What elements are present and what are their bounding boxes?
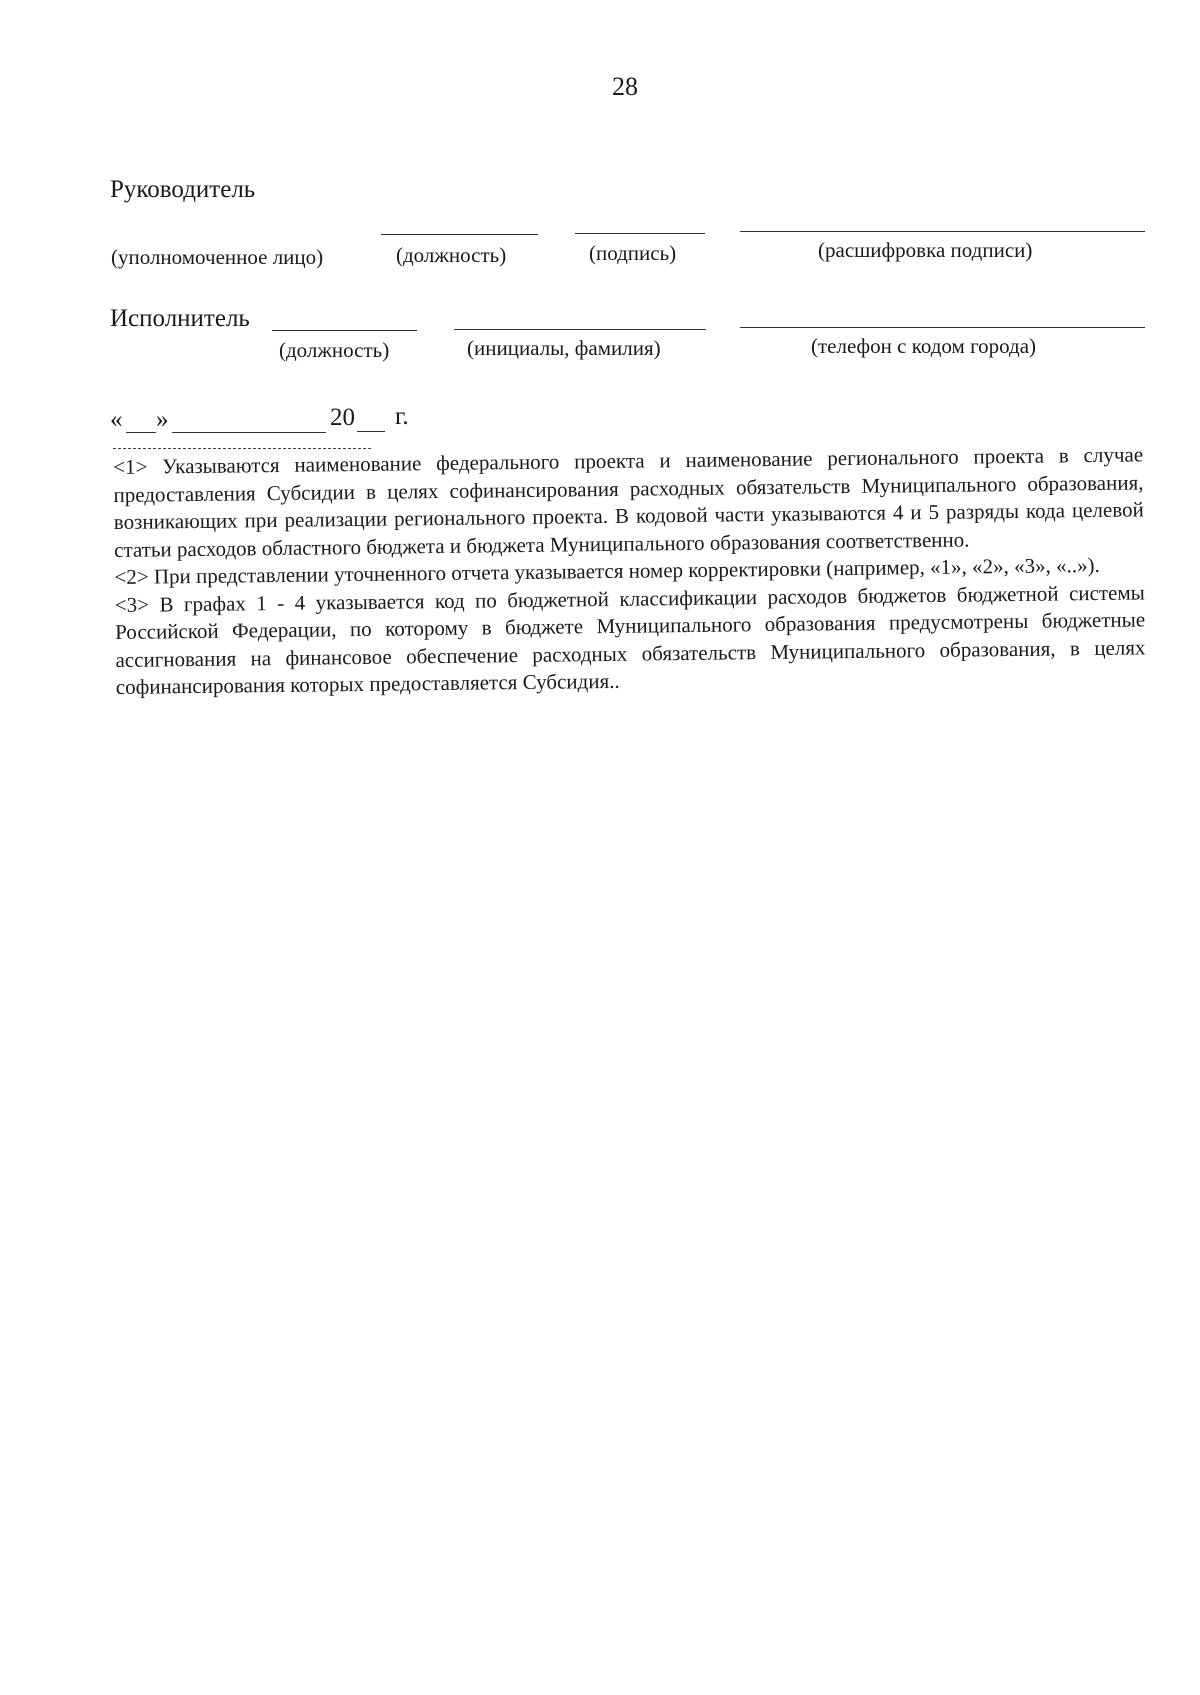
date-month-line	[172, 432, 326, 433]
executor-position-line	[272, 330, 417, 331]
footnote-3: <3> В графах 1 - 4 указывается код по бюджетной классификации расходов бюджетов бюджетной системы Российской Федерации, по которому в бюджете Муниципального образования предусмотрены бюджетные ассигнования на финансовое обеспечение расходных обязательств Муниципального образования, в целях софинансирования которых предоставляется Субсидия..	[114, 579, 1146, 699]
date-day-line	[126, 432, 156, 433]
footnote-separator	[113, 448, 371, 449]
date-quote-open: «	[110, 406, 123, 433]
signature-caption: (подпись)	[589, 241, 677, 265]
footnote-2: <2> При представлении уточненного отчета указывается номер корректировки (например, «1», «2», «3», «..»).	[114, 552, 1100, 589]
authorized-person-caption: (уполномоченное лицо)	[111, 245, 324, 269]
position-caption: (должность)	[396, 243, 507, 267]
head-label: Руководитель	[110, 176, 256, 203]
date-year-suffix: г.	[395, 403, 409, 430]
page-number: 28	[612, 72, 638, 101]
footnotes	[113, 441, 1146, 701]
position-line	[381, 234, 538, 235]
signature-decoding-line	[740, 231, 1145, 232]
initials-surname-caption: (инициалы, фамилия)	[467, 336, 661, 360]
executor-label: Исполнитель	[110, 305, 250, 332]
executor-position-caption: (должность)	[279, 338, 390, 362]
phone-line	[740, 327, 1145, 328]
signature-decoding-caption: (расшифровка подписи)	[818, 238, 1033, 262]
signature-line	[575, 233, 705, 234]
initials-surname-line	[454, 329, 706, 330]
phone-caption: (телефон с кодом города)	[811, 334, 1037, 358]
date-quote-close: »	[156, 406, 169, 433]
date-year-line	[357, 431, 385, 432]
date-year-prefix: 20	[330, 404, 355, 431]
footnote-1: <1> Указываются наименование федерального проекта и наименование регионального проекта в случае предоставления Субсидии в целях софинансирования расходных обязательств Муниципального образования, возникающих при реализации регионального проекта. В кодовой части указываются 4 и 5 разряды кода целевой статьи расходов областного бюджета и бюджета Муниципального образования соответственно.	[113, 442, 1144, 562]
